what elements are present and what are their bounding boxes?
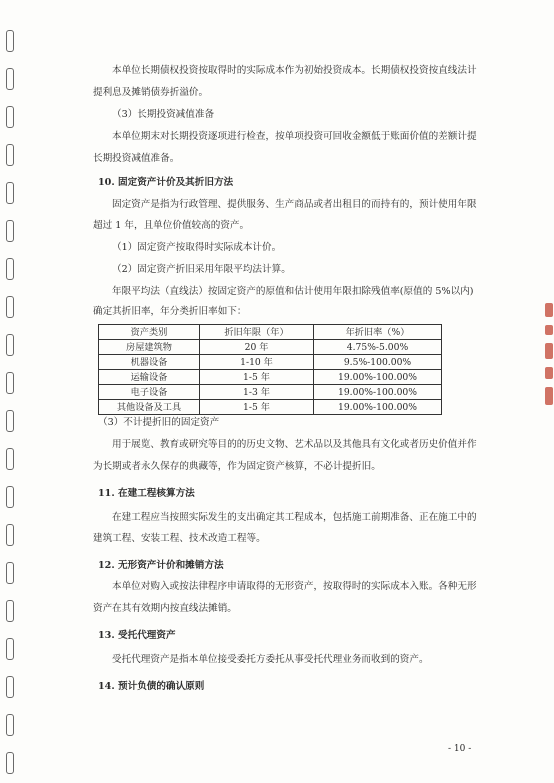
- binding-hole: [6, 296, 14, 318]
- binding-hole: [6, 562, 14, 584]
- table-row: [99, 385, 442, 400]
- paragraph-line: 为长期或者永久保存的典藏等，作为固定资产核算，不必计提折旧。: [93, 461, 381, 472]
- binding-hole: [6, 600, 14, 622]
- paragraph-line: 确定其折旧率，年分类折旧率如下：: [93, 306, 247, 317]
- binding-hole: [6, 30, 14, 52]
- paragraph-line: 建筑工程、安装工程、技术改造工程等。: [93, 533, 266, 544]
- table-row: [99, 355, 442, 370]
- binding-hole: [6, 448, 14, 470]
- binding-hole: [6, 486, 14, 508]
- binding-holes: [6, 0, 18, 783]
- table-cell: 1-5 年: [200, 400, 314, 415]
- paragraph-line: 提利息及摊销债券折溢价。: [93, 87, 209, 98]
- binding-hole: [6, 524, 14, 546]
- section-heading-14: 14. 预计负债的确认原则: [98, 681, 205, 692]
- binding-hole: [6, 182, 14, 204]
- table-cell: 其他设备及工具: [99, 400, 200, 415]
- binding-hole: [6, 714, 14, 736]
- paragraph-line: 超过 1 年，且单位价值较高的资产。: [93, 220, 250, 231]
- binding-hole: [6, 106, 14, 128]
- paragraph-line: 受托代理资产是指本单位接受委托方委托从事受托代理业务而收到的资产。: [112, 654, 429, 665]
- table-cell: 1-10 年: [200, 355, 314, 370]
- binding-hole: [6, 144, 14, 166]
- table-cell: 1-3 年: [200, 385, 314, 400]
- binding-hole: [6, 410, 14, 432]
- paragraph-line: 资产在其有效期内按直线法摊销。: [93, 603, 237, 614]
- paragraph-line: （1）固定资产按取得时实际成本计价。: [112, 242, 282, 253]
- depreciation-table: [98, 324, 442, 415]
- binding-hole: [6, 638, 14, 660]
- table-cell: 20 年: [200, 340, 314, 355]
- section-heading-10: 10. 固定资产计价及其折旧方法: [98, 177, 234, 188]
- section-heading-13: 13. 受托代理资产: [98, 630, 176, 641]
- paragraph-line: 本单位对购入或按法律程序申请取得的无形资产，按取得时的实际成本入账。各种无形: [112, 581, 477, 592]
- paragraph-line: （3）不计提折旧的固定资产: [98, 417, 220, 428]
- table-cell: 19.00%-100.00%: [314, 385, 442, 400]
- column-header: 折旧年限（年）: [200, 325, 314, 340]
- table-row: [99, 340, 442, 355]
- table-cell: 电子设备: [99, 385, 200, 400]
- section-heading-11: 11. 在建工程核算方法: [98, 488, 195, 499]
- table-cell: 房屋建筑物: [99, 340, 200, 355]
- paragraph-line: 用于展览、教育或研究等目的的历史文物、艺术品以及其他具有文化或者历史价值并作: [112, 439, 477, 450]
- table-cell: 机器设备: [99, 355, 200, 370]
- paragraph-line: 本单位长期债权投资按取得时的实际成本作为初始投资成本。长期债权投资按直线法计: [112, 65, 477, 76]
- table-cell: 1-5 年: [200, 370, 314, 385]
- paragraph-line: （3）长期投资减值准备: [112, 109, 215, 120]
- binding-hole: [6, 334, 14, 356]
- column-header: 年折旧率（%）: [314, 325, 442, 340]
- page-number: - 10 -: [448, 744, 472, 754]
- column-header: 资产类别: [99, 325, 200, 340]
- binding-hole: [6, 220, 14, 242]
- paragraph-line: 固定资产是指为行政管理、提供服务、生产商品或者出租目的而持有的，预计使用年限: [112, 199, 477, 210]
- paragraph-line: 年限平均法（直线法）按固定资产的原值和估计使用年限扣除残值率(原值的 5%以内): [112, 286, 474, 297]
- table-cell: 4.75%-5.00%: [314, 340, 442, 355]
- table-row: [99, 400, 442, 415]
- paragraph-line: 本单位期末对长期投资逐项进行检查，按单项投资可回收金额低于账面价值的差额计提: [112, 131, 477, 142]
- table-cell: 运输设备: [99, 370, 200, 385]
- table-cell: 19.00%-100.00%: [314, 370, 442, 385]
- binding-hole: [6, 676, 14, 698]
- table-cell: 9.5%-100.00%: [314, 355, 442, 370]
- binding-hole: [6, 68, 14, 90]
- binding-hole: [6, 258, 14, 280]
- seal-stamp-edge: [545, 303, 554, 413]
- paragraph-line: 长期投资减值准备。: [93, 153, 180, 164]
- table-header-row: [99, 325, 442, 340]
- table-row: [99, 370, 442, 385]
- binding-hole: [6, 752, 14, 774]
- binding-hole: [6, 372, 14, 394]
- section-heading-12: 12. 无形资产计价和摊销方法: [98, 560, 224, 571]
- table-cell: 19.00%-100.00%: [314, 400, 442, 415]
- paragraph-line: （2）固定资产折旧采用年限平均法计算。: [112, 264, 291, 275]
- paragraph-line: 在建工程应当按照实际发生的支出确定其工程成本，包括施工前期准备、正在施工中的: [112, 512, 477, 523]
